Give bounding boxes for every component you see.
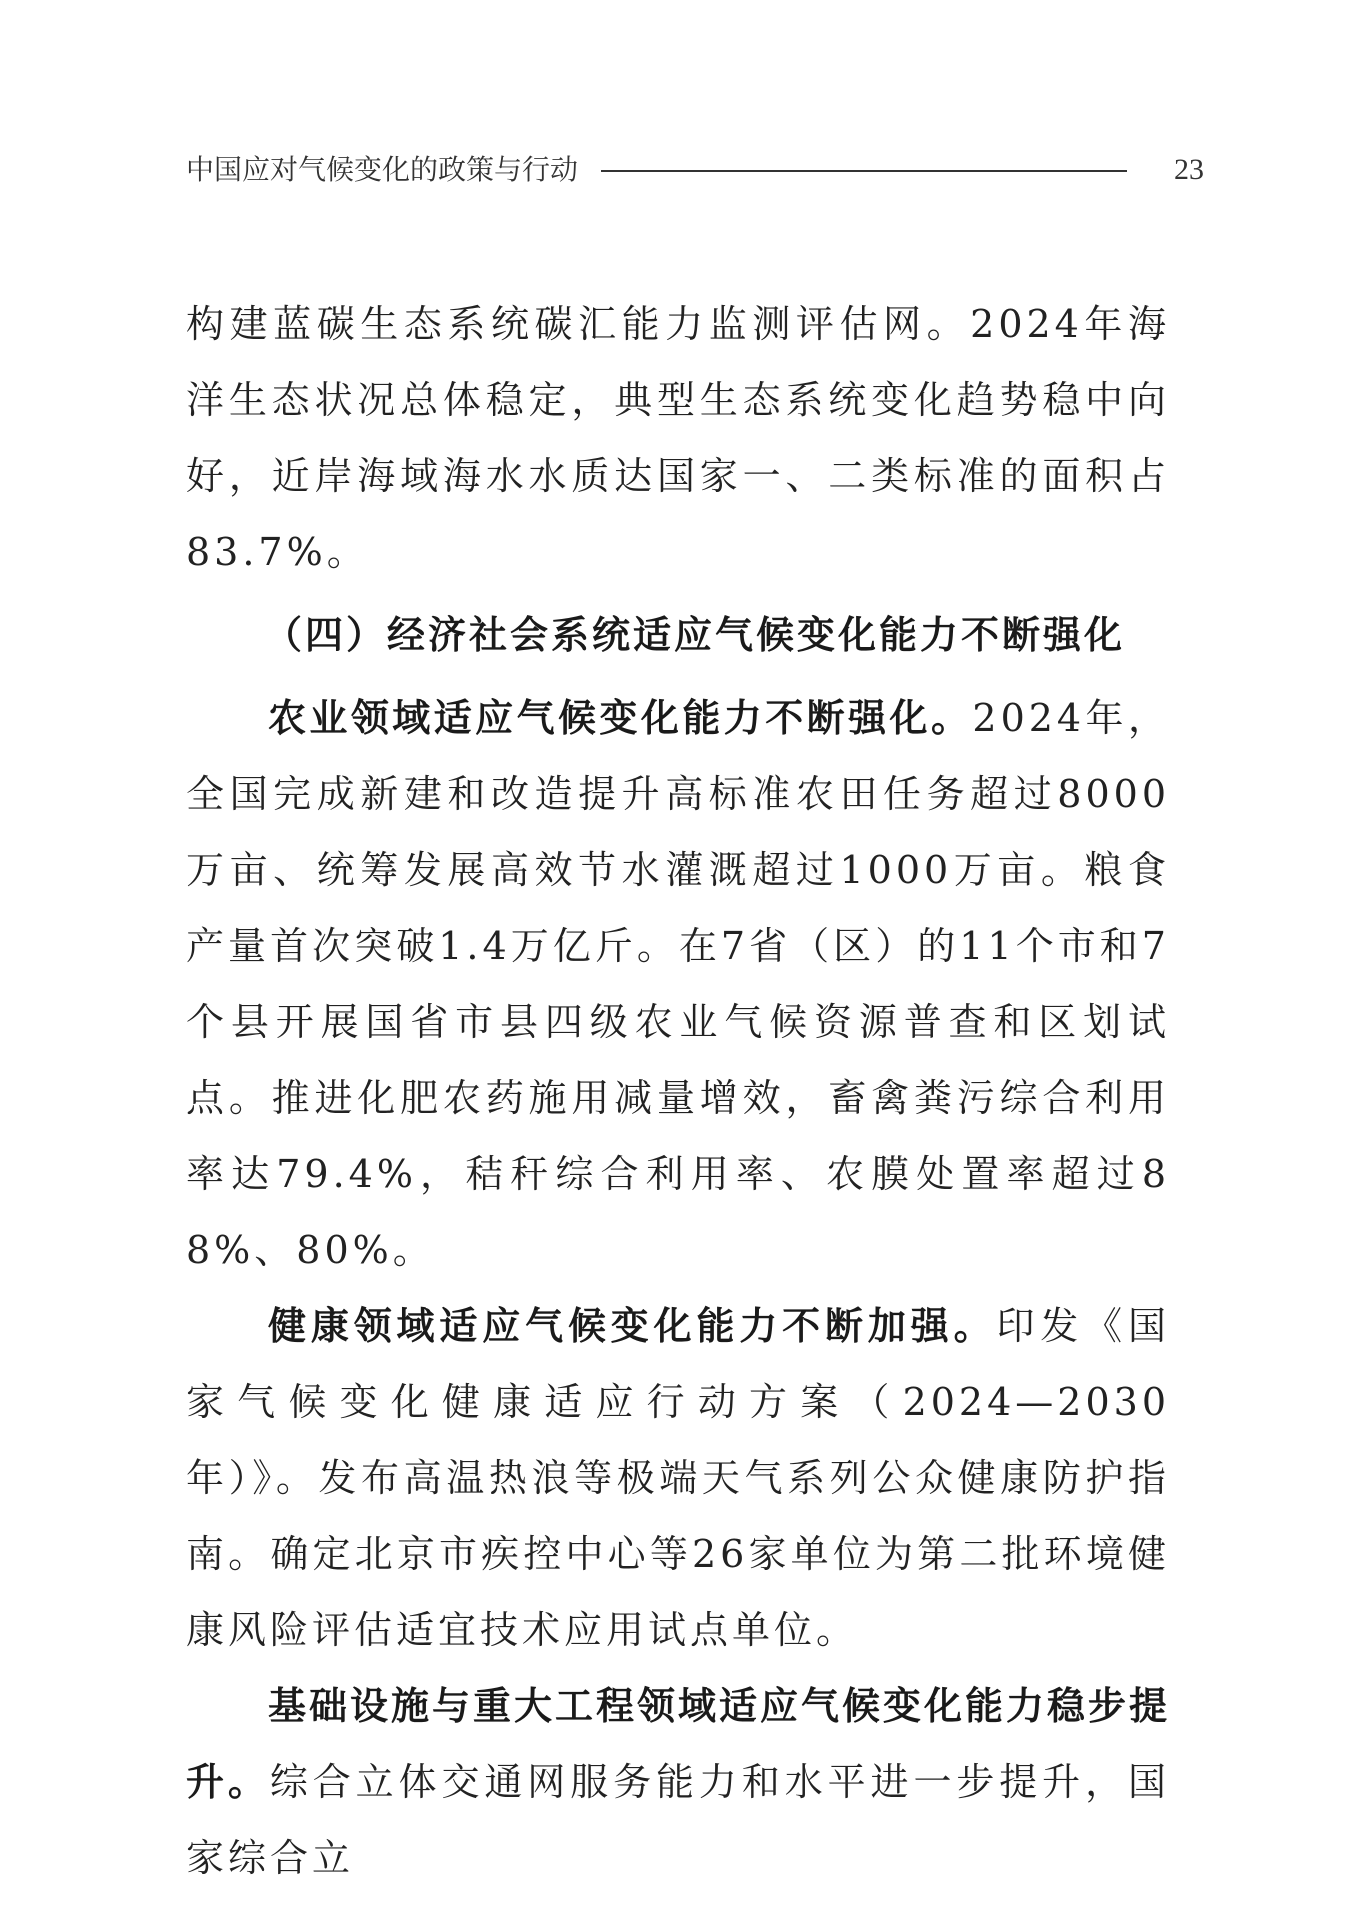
section-heading: （四）经济社会系统适应气候变化能力不断强化 — [264, 613, 1126, 657]
running-header — [186, 150, 1204, 190]
paragraph-agriculture-body: 2024年，全国完成新建和改造提升高标准农田任务超过8000万亩、统筹发展高效节水灌溉超过1000万亩。粮食产量首次突破1.4万亿斤。在7省（区）的11个市和7个县开展国省市县四级农业气候资源普查和区划试点。推进化肥农药施用减量增效，畜禽粪污综合利用率达79.4%，秸秆综合利用率、农膜处置率超过88%、80%。 — [186, 696, 1170, 1272]
paragraph-health-body: 印发《国家气候变化健康适应行动方案（2024—2030年）》。发布高温热浪等极端天气系列公众健康防护指南。确定北京市疾控中心等26家单位为第二批环境健康风险评估适宜技术应用试点单位。 — [186, 1304, 1170, 1652]
paragraph-agriculture — [186, 680, 1170, 1288]
paragraph-infrastructure-body: 综合立体交通网服务能力和水平进一步提升，国家综合立 — [186, 1760, 1170, 1880]
paragraph-agriculture-lead: 农业领域适应气候变化能力不断强化。 — [268, 696, 973, 740]
page-body — [186, 286, 1170, 1896]
page-number: 23 — [1174, 153, 1204, 186]
paragraph-health-lead: 健康领域适应气候变化能力不断加强。 — [268, 1304, 997, 1348]
running-header-title: 中国应对气候变化的政策与行动 — [186, 153, 579, 186]
paragraph-health — [186, 1288, 1170, 1668]
paragraph-infrastructure — [186, 1668, 1170, 1896]
header-rule — [601, 170, 1127, 172]
paragraph-marine-ecology: 构建蓝碳生态系统碳汇能力监测评估网。2024年海洋生态状况总体稳定，典型生态系统变化趋势稳中向好，近岸海域海水水质达国家一、二类标准的面积占83.7%。 — [186, 302, 1170, 574]
paragraph-infrastructure-lead: 基础设施与重大工程领域适应气候变化能力稳步提升。 — [186, 1684, 1171, 1804]
